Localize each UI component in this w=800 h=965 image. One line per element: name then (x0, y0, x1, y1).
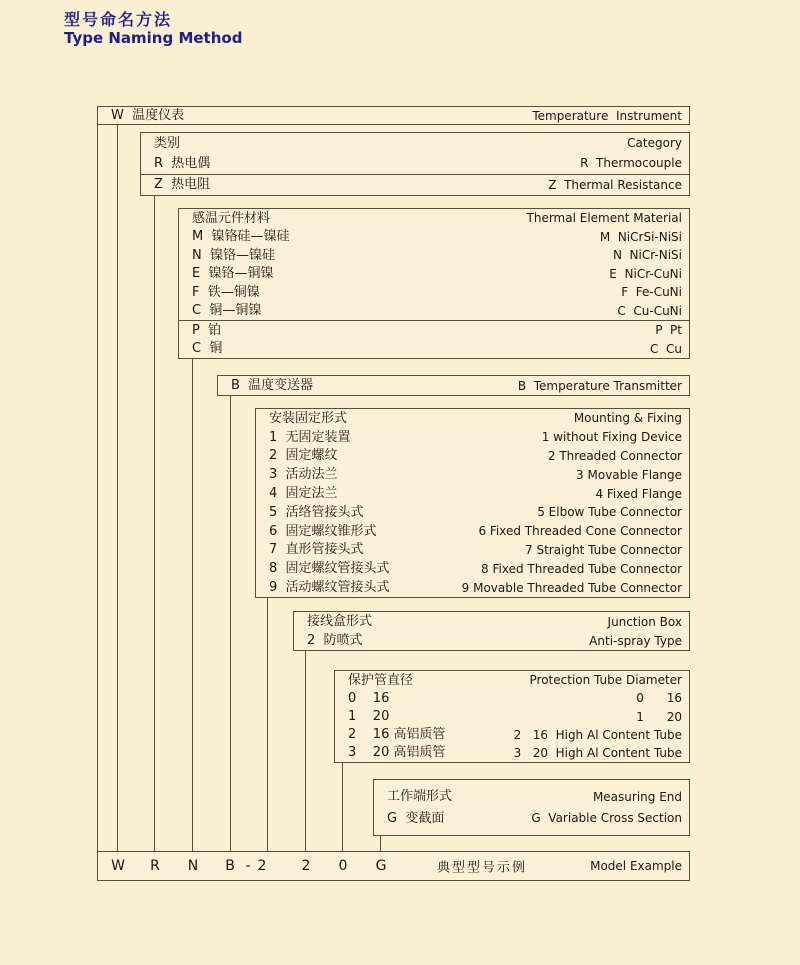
model-example-label-zh: 典型型号示例 (436, 860, 528, 876)
model-code-char: W (111, 858, 125, 874)
label-en: 0 16 (636, 691, 682, 706)
connector-line-4 (230, 396, 231, 851)
label-zh: C 铜 (192, 341, 223, 357)
junction-box (293, 611, 690, 651)
label-zh: 9 活动螺纹管接头式 (269, 580, 390, 596)
label-zh: 8 固定螺纹管接头式 (269, 561, 390, 577)
label-zh: 2 防喷式 (307, 633, 363, 648)
label-zh: G 变截面 (387, 810, 445, 826)
label-zh: 5 活络管接头式 (269, 504, 364, 520)
box-row (179, 283, 689, 302)
model-code-char: N (187, 858, 199, 874)
label-zh: 1 无固定装置 (269, 429, 351, 445)
connector-line-5 (267, 598, 268, 851)
model-code-char: 2 (301, 858, 311, 874)
label-en: C Cu-CuNi (617, 303, 682, 318)
label-zh: 类别 (154, 135, 181, 151)
label-zh: 6 固定螺纹锥形式 (269, 523, 377, 539)
label-en: 5 Elbow Tube Connector (537, 505, 682, 520)
label-zh: 保护管直径 (348, 672, 414, 688)
connector-line-3 (192, 359, 193, 851)
label-zh: 1 20 (348, 709, 390, 724)
label-en: Category (627, 136, 682, 151)
label-en: Measuring End (592, 789, 682, 804)
label-en: C Cu (650, 341, 682, 356)
mounting-box (255, 408, 690, 598)
box-row (179, 246, 689, 265)
box-row (256, 465, 689, 484)
label-zh: 接线盒形式 (307, 614, 373, 629)
box-row (179, 228, 689, 247)
box-row (374, 808, 689, 830)
category-box (140, 132, 690, 196)
label-zh: 0 16 (348, 690, 390, 706)
label-en: 1 without Fixing Device (541, 430, 682, 445)
label-zh: C 铜—铜镍 (192, 303, 262, 319)
label-zh: 3 活动法兰 (269, 467, 338, 483)
label-zh: Z 热电阻 (154, 177, 211, 193)
transmitter-box (217, 375, 690, 396)
box-row (256, 428, 689, 447)
label-zh: 2 16 高铝质管 (348, 727, 446, 743)
label-en: 8 Fixed Threaded Tube Connector (481, 561, 682, 576)
box-row (256, 484, 689, 503)
label-en: Junction Box (607, 614, 682, 629)
box-row (256, 409, 689, 428)
measuring-end-box (373, 779, 690, 836)
label-en: N NiCr-NiSi (612, 248, 682, 263)
label-en: P Pt (655, 323, 682, 338)
label-zh: 7 直形管接头式 (269, 542, 364, 558)
label-en: Anti-spray Type (589, 633, 682, 648)
label-en: 3 20 High Al Content Tube (513, 745, 682, 760)
model-code-char: G (375, 858, 387, 874)
label-zh: M 镍铬硅—镍硅 (192, 229, 290, 245)
box-row (256, 578, 689, 597)
connector-line-6 (305, 651, 306, 851)
label-en: F Fe-CuNi (621, 285, 682, 300)
tube-diameter-box (334, 670, 690, 763)
page-title-en: Type Naming Method (64, 29, 243, 47)
box-row (294, 612, 689, 631)
label-en: E NiCr-CuNi (609, 266, 682, 281)
page-title-zh: 型号命名方法 (64, 10, 173, 29)
label-zh: N 镍铬—镍硅 (192, 247, 275, 263)
label-zh: 安装固定形式 (269, 410, 348, 426)
box-row (256, 541, 689, 560)
label-zh: E 镍铬—铜镍 (192, 266, 274, 282)
box-row (256, 522, 689, 541)
box-row (335, 726, 689, 744)
box-row (141, 133, 689, 153)
material-box (178, 208, 690, 359)
box-row (335, 707, 689, 725)
model-code-char: R (150, 858, 160, 874)
box-row (294, 631, 689, 650)
label-en: 2 16 High Al Content Tube (513, 727, 682, 742)
label-en: 1 20 (636, 709, 682, 724)
label-en: Protection Tube Diameter (529, 673, 682, 688)
label-en: Mounting & Fixing (573, 411, 682, 426)
connector-line-7 (342, 763, 343, 851)
model-code-char: - (245, 858, 251, 874)
connector-line-2 (154, 196, 155, 851)
instrument-box (97, 106, 690, 125)
box-row (335, 744, 689, 762)
box-row (179, 340, 689, 359)
label-zh: 感温元件材料 (192, 210, 271, 226)
label-zh: W 温度仪表 (111, 108, 185, 123)
label-en: M NiCrSi-NiSi (599, 229, 682, 244)
label-zh: B 温度变送器 (231, 378, 314, 393)
label-en: Thermal Element Material (526, 211, 682, 226)
box-row (141, 153, 689, 173)
label-en: 4 Fixed Flange (595, 486, 682, 501)
box-row (179, 209, 689, 228)
model-code-char: B (225, 858, 235, 874)
label-en: Temperature Instrument (532, 108, 682, 123)
connector-line-1 (117, 125, 118, 851)
box-row (335, 671, 689, 689)
box-row (98, 107, 689, 124)
box-row (374, 786, 689, 808)
box-row (218, 376, 689, 395)
model-code-char: 2 (257, 858, 267, 874)
left-spine-line (97, 125, 98, 851)
label-en: 7 Straight Tube Connector (525, 542, 682, 557)
label-en: 3 Movable Flange (576, 467, 682, 482)
label-zh: 3 20 高铝质管 (348, 745, 446, 761)
label-zh: 4 固定法兰 (269, 486, 338, 502)
box-row (179, 320, 689, 340)
label-en: 2 Threaded Connector (547, 448, 682, 463)
label-en: G Variable Cross Section (531, 811, 682, 826)
label-en: B Temperature Transmitter (517, 378, 682, 393)
box-row (256, 447, 689, 466)
label-en: R Thermocouple (580, 156, 682, 171)
label-zh: 2 固定螺纹 (269, 448, 338, 464)
box-row (179, 265, 689, 284)
model-code-char: 0 (338, 858, 348, 874)
model-example-label-en: Model Example (590, 859, 682, 873)
label-en: Z Thermal Resistance (548, 177, 682, 192)
box-row (179, 302, 689, 321)
model-example-box (97, 851, 690, 881)
label-zh: P 铂 (192, 322, 222, 338)
label-zh: 工作端形式 (387, 789, 453, 805)
box-row (256, 559, 689, 578)
box-row (141, 174, 689, 195)
label-zh: R 热电偶 (154, 155, 211, 171)
label-en: 9 Movable Threaded Tube Connector (461, 580, 682, 595)
label-en: 6 Fixed Threaded Cone Connector (478, 524, 682, 539)
label-zh: F 铁—铜镍 (192, 284, 260, 300)
box-row (335, 689, 689, 707)
box-row (256, 503, 689, 522)
connector-line-8 (380, 836, 381, 851)
